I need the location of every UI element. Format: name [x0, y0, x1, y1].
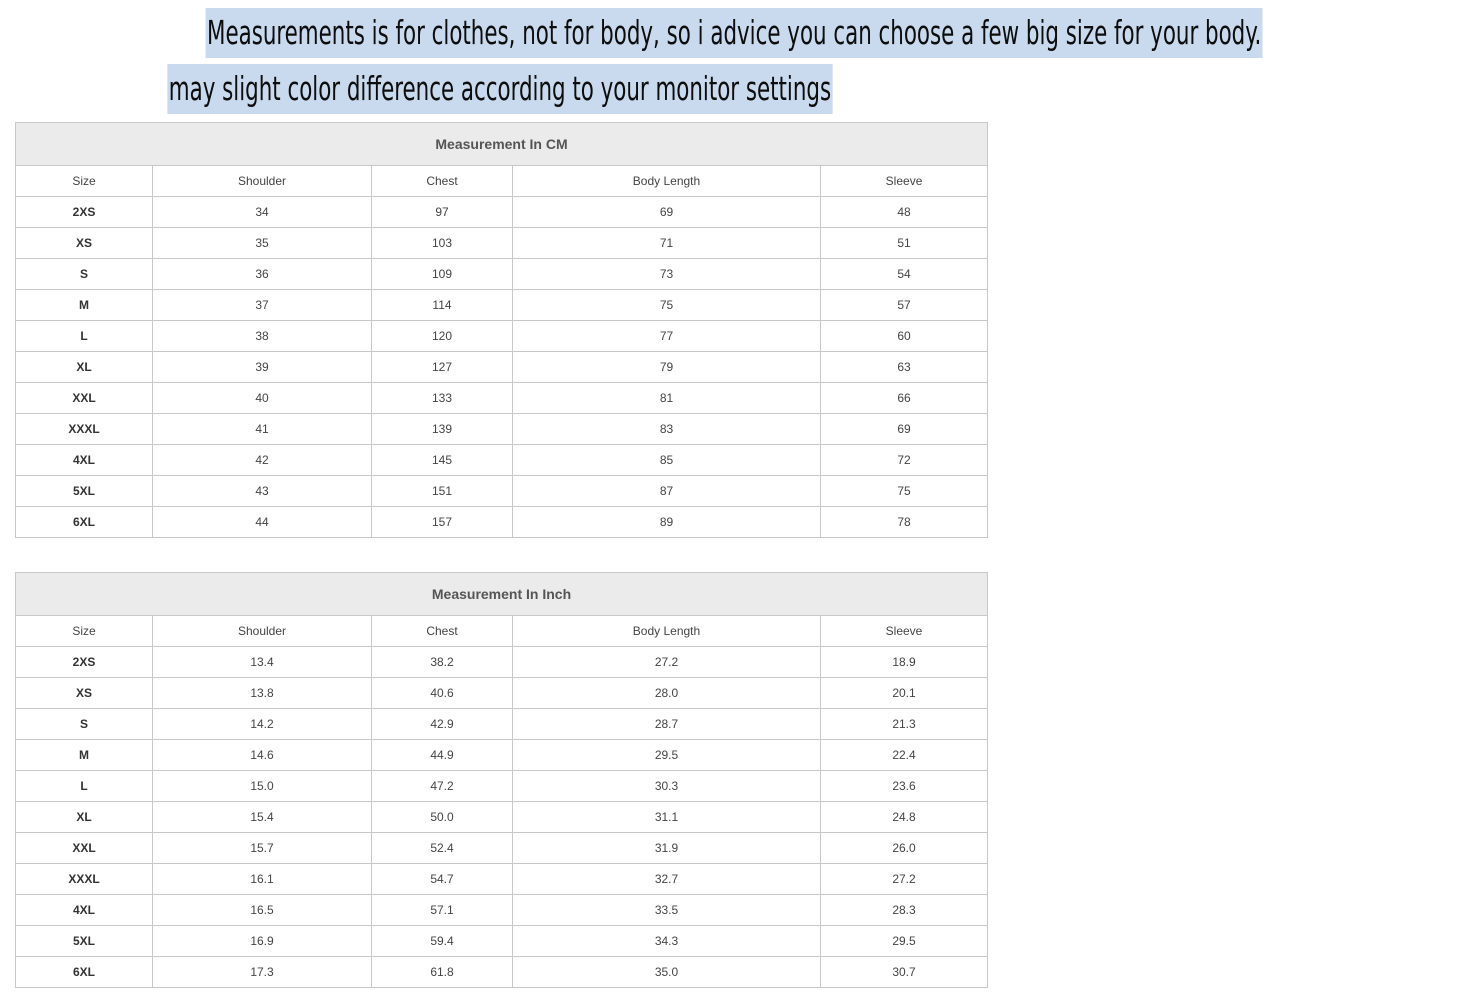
- column-header: Sleeve: [821, 616, 988, 647]
- value-cell: 28.3: [821, 895, 988, 926]
- size-cell: XXXL: [16, 864, 153, 895]
- table-row: [16, 476, 988, 507]
- size-cell: 4XL: [16, 895, 153, 926]
- size-cell: M: [16, 740, 153, 771]
- value-cell: 109: [372, 259, 513, 290]
- size-cell: S: [16, 259, 153, 290]
- value-cell: 51: [821, 228, 988, 259]
- value-cell: 60: [821, 321, 988, 352]
- value-cell: 30.7: [821, 957, 988, 988]
- value-cell: 69: [821, 414, 988, 445]
- value-cell: 71: [513, 228, 821, 259]
- value-cell: 26.0: [821, 833, 988, 864]
- value-cell: 35.0: [513, 957, 821, 988]
- value-cell: 61.8: [372, 957, 513, 988]
- value-cell: 47.2: [372, 771, 513, 802]
- value-cell: 69: [513, 197, 821, 228]
- table-row: [16, 507, 988, 538]
- value-cell: 157: [372, 507, 513, 538]
- value-cell: 31.9: [513, 833, 821, 864]
- value-cell: 57: [821, 290, 988, 321]
- value-cell: 33.5: [513, 895, 821, 926]
- value-cell: 32.7: [513, 864, 821, 895]
- table-row: [16, 957, 988, 988]
- table-row: [16, 833, 988, 864]
- value-cell: 127: [372, 352, 513, 383]
- value-cell: 16.1: [153, 864, 372, 895]
- value-cell: 54.7: [372, 864, 513, 895]
- size-table-inch: [15, 572, 988, 988]
- value-cell: 103: [372, 228, 513, 259]
- size-cell: 5XL: [16, 476, 153, 507]
- table-title: Measurement In Inch: [16, 573, 988, 616]
- table-row: [16, 895, 988, 926]
- value-cell: 75: [513, 290, 821, 321]
- value-cell: 40.6: [372, 678, 513, 709]
- value-cell: 66: [821, 383, 988, 414]
- column-header: Chest: [372, 166, 513, 197]
- size-cell: 6XL: [16, 507, 153, 538]
- size-cell: XL: [16, 802, 153, 833]
- table-title-row: [16, 573, 988, 616]
- value-cell: 89: [513, 507, 821, 538]
- value-cell: 42.9: [372, 709, 513, 740]
- value-cell: 22.4: [821, 740, 988, 771]
- value-cell: 81: [513, 383, 821, 414]
- value-cell: 48: [821, 197, 988, 228]
- value-cell: 23.6: [821, 771, 988, 802]
- size-cell: XS: [16, 228, 153, 259]
- value-cell: 151: [372, 476, 513, 507]
- table-row: [16, 445, 988, 476]
- size-cell: 4XL: [16, 445, 153, 476]
- value-cell: 15.0: [153, 771, 372, 802]
- value-cell: 28.7: [513, 709, 821, 740]
- value-cell: 14.6: [153, 740, 372, 771]
- value-cell: 30.3: [513, 771, 821, 802]
- notice-text-1: Measurements is for clothes, not for body, so i advice you can choose a few big size for your body.: [206, 8, 1263, 58]
- table-row: [16, 352, 988, 383]
- table-row: [16, 647, 988, 678]
- value-cell: 78: [821, 507, 988, 538]
- value-cell: 145: [372, 445, 513, 476]
- table-row: [16, 678, 988, 709]
- value-cell: 37: [153, 290, 372, 321]
- table-title-row: [16, 123, 988, 166]
- value-cell: 36: [153, 259, 372, 290]
- value-cell: 52.4: [372, 833, 513, 864]
- column-header: Shoulder: [153, 166, 372, 197]
- value-cell: 24.8: [821, 802, 988, 833]
- value-cell: 114: [372, 290, 513, 321]
- size-cell: XXXL: [16, 414, 153, 445]
- value-cell: 57.1: [372, 895, 513, 926]
- value-cell: 50.0: [372, 802, 513, 833]
- value-cell: 21.3: [821, 709, 988, 740]
- value-cell: 18.9: [821, 647, 988, 678]
- value-cell: 38: [153, 321, 372, 352]
- value-cell: 83: [513, 414, 821, 445]
- table-row: [16, 802, 988, 833]
- value-cell: 41: [153, 414, 372, 445]
- table-row: [16, 414, 988, 445]
- column-header: Body Length: [513, 616, 821, 647]
- column-header: Size: [16, 616, 153, 647]
- value-cell: 16.5: [153, 895, 372, 926]
- table-row: [16, 228, 988, 259]
- value-cell: 73: [513, 259, 821, 290]
- size-cell: XXL: [16, 833, 153, 864]
- value-cell: 34.3: [513, 926, 821, 957]
- table-row: [16, 864, 988, 895]
- size-cell: 2XS: [16, 647, 153, 678]
- value-cell: 27.2: [513, 647, 821, 678]
- value-cell: 13.8: [153, 678, 372, 709]
- table-row: [16, 740, 988, 771]
- value-cell: 15.4: [153, 802, 372, 833]
- table-row: [16, 771, 988, 802]
- value-cell: 34: [153, 197, 372, 228]
- column-header: Size: [16, 166, 153, 197]
- value-cell: 44.9: [372, 740, 513, 771]
- value-cell: 20.1: [821, 678, 988, 709]
- value-cell: 133: [372, 383, 513, 414]
- value-cell: 35: [153, 228, 372, 259]
- notice-text-2: may slight color difference according to your monitor settings: [167, 64, 832, 114]
- size-cell: L: [16, 771, 153, 802]
- value-cell: 120: [372, 321, 513, 352]
- value-cell: 59.4: [372, 926, 513, 957]
- value-cell: 28.0: [513, 678, 821, 709]
- value-cell: 97: [372, 197, 513, 228]
- value-cell: 29.5: [513, 740, 821, 771]
- value-cell: 13.4: [153, 647, 372, 678]
- value-cell: 16.9: [153, 926, 372, 957]
- table-row: [16, 197, 988, 228]
- notice-line-1: [0, 8, 1262, 64]
- value-cell: 44: [153, 507, 372, 538]
- value-cell: 39: [153, 352, 372, 383]
- value-cell: 31.1: [513, 802, 821, 833]
- table-row: [16, 259, 988, 290]
- column-header: Sleeve: [821, 166, 988, 197]
- size-cell: L: [16, 321, 153, 352]
- column-header: Body Length: [513, 166, 821, 197]
- size-cell: XXL: [16, 383, 153, 414]
- value-cell: 27.2: [821, 864, 988, 895]
- table-row: [16, 321, 988, 352]
- size-cell: M: [16, 290, 153, 321]
- table-header-row: [16, 616, 988, 647]
- size-cell: 5XL: [16, 926, 153, 957]
- value-cell: 54: [821, 259, 988, 290]
- size-cell: 6XL: [16, 957, 153, 988]
- column-header: Shoulder: [153, 616, 372, 647]
- value-cell: 40: [153, 383, 372, 414]
- notice-line-2: [0, 64, 1000, 120]
- value-cell: 43: [153, 476, 372, 507]
- value-cell: 87: [513, 476, 821, 507]
- value-cell: 72: [821, 445, 988, 476]
- value-cell: 139: [372, 414, 513, 445]
- table-header-row: [16, 166, 988, 197]
- size-cell: S: [16, 709, 153, 740]
- value-cell: 75: [821, 476, 988, 507]
- table-title: Measurement In CM: [16, 123, 988, 166]
- size-cell: XL: [16, 352, 153, 383]
- value-cell: 17.3: [153, 957, 372, 988]
- value-cell: 29.5: [821, 926, 988, 957]
- value-cell: 77: [513, 321, 821, 352]
- column-header: Chest: [372, 616, 513, 647]
- table-row: [16, 709, 988, 740]
- size-table-cm: [15, 122, 988, 538]
- value-cell: 14.2: [153, 709, 372, 740]
- table-row: [16, 926, 988, 957]
- value-cell: 85: [513, 445, 821, 476]
- size-cell: 2XS: [16, 197, 153, 228]
- table-row: [16, 383, 988, 414]
- value-cell: 15.7: [153, 833, 372, 864]
- value-cell: 79: [513, 352, 821, 383]
- value-cell: 42: [153, 445, 372, 476]
- value-cell: 63: [821, 352, 988, 383]
- value-cell: 38.2: [372, 647, 513, 678]
- table-row: [16, 290, 988, 321]
- size-cell: XS: [16, 678, 153, 709]
